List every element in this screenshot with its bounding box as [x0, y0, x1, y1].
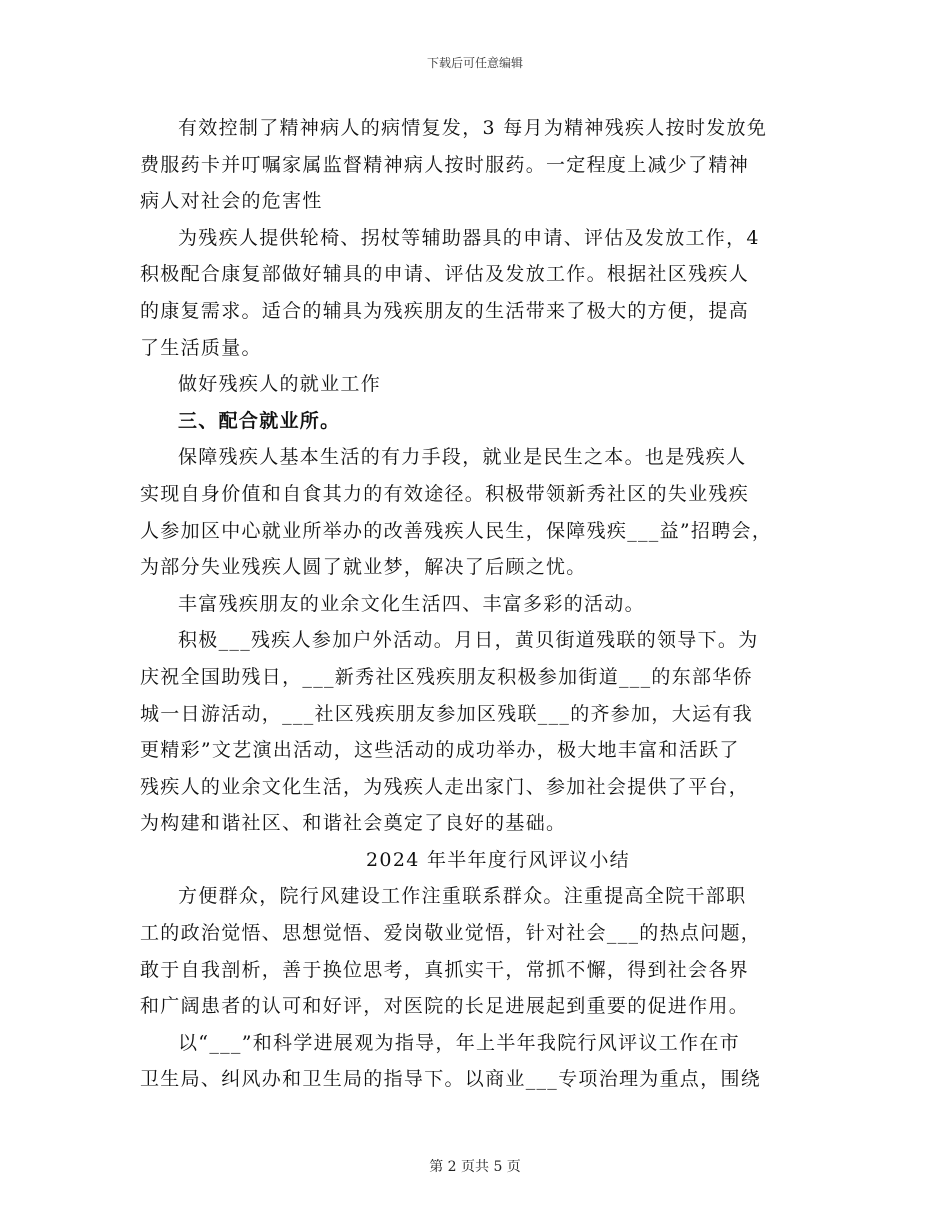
document-title: 2024 年半年度行风评议小结: [366, 848, 630, 871]
text-line: 以“___”和科学进展观为指导，年上半年我院行风评议工作在市: [178, 1031, 740, 1054]
text-line: 为部分失业残疾人圆了就业梦，解决了后顾之忧。: [140, 556, 587, 579]
text-line: 庆祝全国助残日，___新秀社区残疾朋友积极参加街道___的东部华侨: [140, 665, 753, 688]
text-line: 实现自身价值和自食其力的有效途径。积极带领新秀社区的失业残疾: [140, 482, 750, 505]
text-line: 更精彩”文艺演出活动，这些活动的成功举办，极大地丰富和活跃了: [140, 739, 740, 762]
text-line: 人参加区中心就业所举办的改善残疾人民生，保障残疾___益”招聘会，: [140, 519, 773, 542]
text-line: 保障残疾人基本生活的有力手段，就业是民生之本。也是残疾人: [178, 446, 747, 469]
text-line: 积极___残疾人参加户外活动。月日，黄贝街道残联的领导下。为: [178, 629, 759, 652]
text-line: 卫生局、纠风办和卫生局的指导下。以商业___专项治理为重点，围绕: [140, 1068, 762, 1091]
text-line: 做好残疾人的就业工作: [178, 373, 382, 396]
text-line: 的康复需求。适合的辅具为残疾朋友的生活带来了极大的方便，提高: [140, 299, 750, 322]
document-body: [140, 110, 820, 1098]
text-line: 丰富残疾朋友的业余文化生活四、丰富多彩的活动。: [178, 592, 645, 615]
text-line: 积极配合康复部做好辅具的申请、评估及发放工作。根据社区残疾人: [140, 263, 750, 286]
page-footer: 第 2 页共 5 页: [429, 1159, 521, 1175]
text-line: 病人对社会的危害性: [140, 190, 323, 213]
page-header: 下载后可任意编辑: [426, 56, 523, 70]
section-heading: 三、配合就业所。: [178, 409, 341, 432]
text-line: 费服药卡并叮嘱家属监督精神病人按时服药。一定程度上减少了精神: [140, 153, 750, 176]
text-line: 了生活质量。: [140, 336, 262, 359]
text-line: 和广阔患者的认可和好评，对医院的长足进展起到重要的促进作用。: [140, 995, 750, 1018]
text-line: 有效控制了精神病人的病情复发，3 每月为精神残疾人按时发放免: [178, 117, 768, 139]
text-line: 为残疾人提供轮椅、拐杖等辅助器具的申请、评估及发放工作，4: [178, 226, 760, 249]
text-line: 城一日游活动，___社区残疾朋友参加区残联___的齐参加，大运有我: [140, 702, 753, 725]
text-line: 敢于自我剖析，善于换位思考，真抓实干，常抓不懈，得到社会各界: [140, 958, 750, 981]
text-line: 工的政治觉悟、思想觉悟、爱岗敬业觉悟，针对社会___的热点问题，: [140, 922, 762, 945]
text-line: 为构建和谐社区、和谐社会奠定了良好的基础。: [140, 812, 567, 835]
text-line: 方便群众，院行风建设工作注重联系群众。注重提高全院干部职: [178, 885, 747, 908]
text-line: 残疾人的业余文化生活，为残疾人走出家门、参加社会提供了平台，: [140, 775, 750, 798]
